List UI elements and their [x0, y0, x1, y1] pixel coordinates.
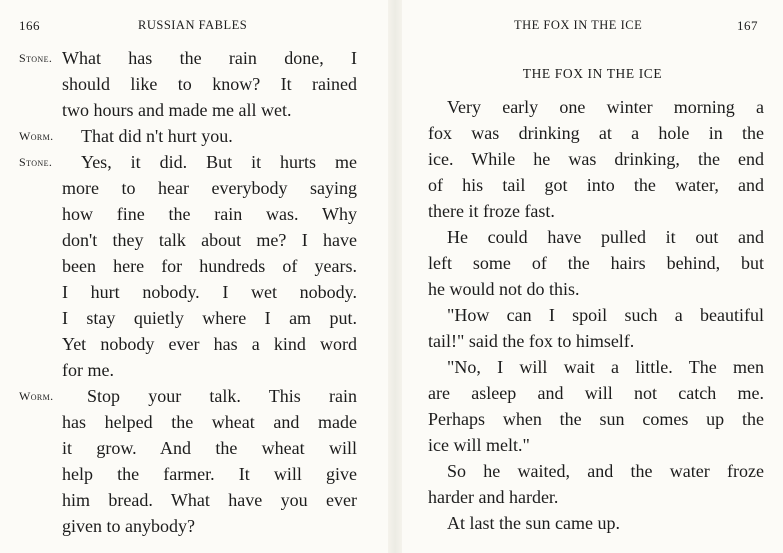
text-line: been here for hundreds of years.	[62, 256, 357, 276]
text-line: What has the rain done, I	[62, 48, 357, 68]
text-line: "No, I will wait a little. The men	[447, 357, 764, 377]
right-page-number: 167	[737, 18, 758, 33]
text-line: "How can I spoil such a beautiful	[447, 305, 764, 325]
left-running-head: RUSSIAN FABLES	[138, 18, 248, 32]
text-line: left some of the hairs behind, but	[428, 253, 764, 273]
text-line: Yes, it did. But it hurts me	[81, 152, 357, 172]
text-line: more to hear everybody saying	[62, 178, 357, 198]
text-line: it grow. And the wheat will	[62, 438, 357, 458]
story-paragraph	[428, 458, 764, 510]
story-paragraph	[428, 224, 764, 302]
text-line: Perhaps when the sun comes up the	[428, 409, 764, 429]
text-line: I stay quietly where I am put.	[62, 308, 357, 328]
right-running-head: THE FOX IN THE ICE	[514, 18, 643, 32]
text-line: That did n't hurt you.	[81, 126, 233, 146]
dialogue-block	[62, 383, 357, 539]
story-paragraph	[428, 354, 764, 458]
story-paragraph	[428, 302, 764, 354]
text-line: don't they talk about me? I have	[62, 230, 357, 250]
left-page-number: 166	[19, 18, 40, 33]
text-line: ice. While he was drinking, the end	[428, 149, 764, 169]
text-line: there it froze fast.	[428, 201, 555, 221]
story-title: THE FOX IN THE ICE	[522, 66, 663, 81]
text-line: fox was drinking at a hole in the	[428, 123, 764, 143]
text-line: for me.	[62, 360, 114, 380]
text-line: two hours and made me all wet.	[62, 100, 292, 120]
book-gutter	[388, 0, 402, 553]
text-line: help the farmer. It will give	[62, 464, 357, 484]
text-line: has helped the wheat and made	[62, 412, 357, 432]
dialogue-block	[81, 123, 357, 149]
story-paragraph	[428, 94, 764, 224]
text-line: should like to know? It rained	[62, 74, 357, 94]
dialogue-block	[62, 45, 357, 123]
text-line: tail!" said the fox to himself.	[428, 331, 635, 351]
dialogue-block	[62, 149, 357, 383]
text-line: At last the sun came up.	[447, 513, 620, 533]
text-line: Stop your talk. This rain	[87, 386, 357, 406]
speaker-label: Worm.	[19, 389, 54, 403]
text-line: are asleep and will not catch me.	[428, 383, 764, 403]
speaker-label: Stone.	[19, 155, 53, 169]
text-line: He could have pulled it out and	[447, 227, 764, 247]
text-line: harder and harder.	[428, 487, 559, 507]
text-line: ice will melt."	[428, 435, 530, 455]
text-line: him bread. What have you ever	[62, 490, 357, 510]
story-paragraph	[428, 510, 764, 536]
text-line: how fine the rain was. Why	[62, 204, 357, 224]
text-line: So he waited, and the water froze	[447, 461, 764, 481]
speaker-label: Stone.	[19, 51, 53, 65]
speaker-label: Worm.	[19, 129, 54, 143]
text-line: Very early one winter morning a	[447, 97, 764, 117]
text-line: given to anybody?	[62, 516, 195, 536]
text-line: Yet nobody ever has a kind word	[62, 334, 357, 354]
text-line: he would not do this.	[428, 279, 580, 299]
text-line: I hurt nobody. I wet nobody.	[62, 282, 357, 302]
left-page	[0, 0, 390, 553]
right-page	[402, 0, 783, 553]
text-line: of his tail got into the water, and	[428, 175, 764, 195]
